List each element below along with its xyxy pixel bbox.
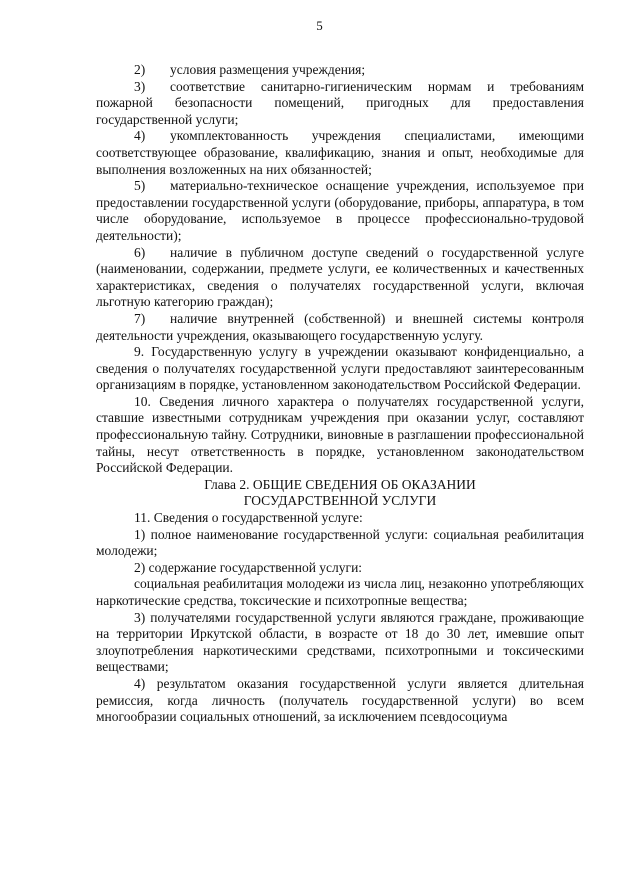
paragraph-10: 10. Сведения личного характера о получателях государственной услуги, ставшие известными сотрудникам учреждения при оказании услуг, составляют профессиональную тайну. Сотрудники, виновные в разглашении профессиональной тайны, несут ответственность в порядке, установленном законодательством Российской Федерации.: [96, 393, 584, 476]
service-item-2: 2) содержание государственной услуги:: [134, 559, 363, 575]
service-item-2-text: социальная реабилитация молодежи из числа лиц, незаконно употребляющих наркотические средства, токсические и психотропные вещества;: [96, 576, 584, 608]
list-item-text: материально-техническое оснащение учреждения, используемое при предоставлении государственной услуги (оборудование, приборы, аппаратура, в том числе оборудование, используемое в процессе профессионально-трудовой деятельности);: [96, 178, 584, 243]
list-item: [96, 245, 584, 311]
list-item-number: 7): [134, 310, 146, 326]
chapter-title-line-1: Глава 2. ОБЩИЕ СВЕДЕНИЯ ОБ ОКАЗАНИИ: [204, 476, 476, 492]
list-item-number: 6): [134, 244, 146, 260]
list-item-text: наличие внутренней (собственной) и внешней системы контроля деятельности учреждения, оказывающего государственную услугу.: [96, 310, 584, 343]
list-item: [96, 178, 584, 244]
service-item-1: 1) полное наименование государственной услуги: социальная реабилитация молодежи;: [96, 526, 584, 559]
chapter-heading: [96, 477, 584, 510]
list-item-number: 3): [134, 78, 146, 94]
service-item-4: 4) результатом оказания государственной услуги является длительная ремиссия, когда личность (получатель государственной услуги) во всем многообразии социальных отношений, за исключением псевдосоциума: [96, 675, 584, 725]
list-item: [96, 79, 584, 129]
conditions-list: [96, 62, 584, 344]
list-item-text: укомплектованность учреждения специалистами, имеющими соответствующее образование, квалификацию, знания и опыт, необходимые для выполнения возложенных на них обязанностей;: [96, 128, 584, 177]
paragraph-11: 11. Сведения о государственной услуге:: [134, 510, 363, 526]
list-item: [96, 128, 584, 178]
list-item-number: 4): [134, 128, 146, 144]
list-item: [96, 311, 584, 344]
document-body: [96, 62, 584, 726]
chapter-title-line-2: ГОСУДАРСТВЕННОЙ УСЛУГИ: [243, 493, 437, 509]
service-item-3: 3) получателями государственной услуги являются граждане, проживающие на территории Иркутской области, в возрасте от 18 до 30 лет, имевшие опыт злоупотребления наркотическими средствами, психотропными и токсическими веществами;: [96, 609, 584, 675]
page-number: 5: [316, 18, 323, 33]
list-item: [96, 62, 584, 79]
list-item-text: соответствие санитарно-гигиеническим нормам и требованиям пожарной безопасности помещений, пригодных для предоставления государственной услуги;: [96, 78, 584, 127]
list-item-text: условия размещения учреждения;: [170, 62, 366, 77]
list-item-number: 2): [134, 62, 146, 77]
paragraph-9: 9. Государственную услугу в учреждении оказывают конфиденциально, а сведения о получателях государственной услуги предоставляют заинтересованным организациям в порядке, установленном законодательством Российской Федерации.: [96, 344, 584, 393]
list-item-text: наличие в публичном доступе сведений о государственной услуге (наименовании, содержании, предмете услуги, ее количественных и качественных характеристиках, сведения о получателях государственной услуги, включая льготную категорию граждан);: [96, 244, 584, 310]
list-item-number: 5): [134, 178, 146, 194]
